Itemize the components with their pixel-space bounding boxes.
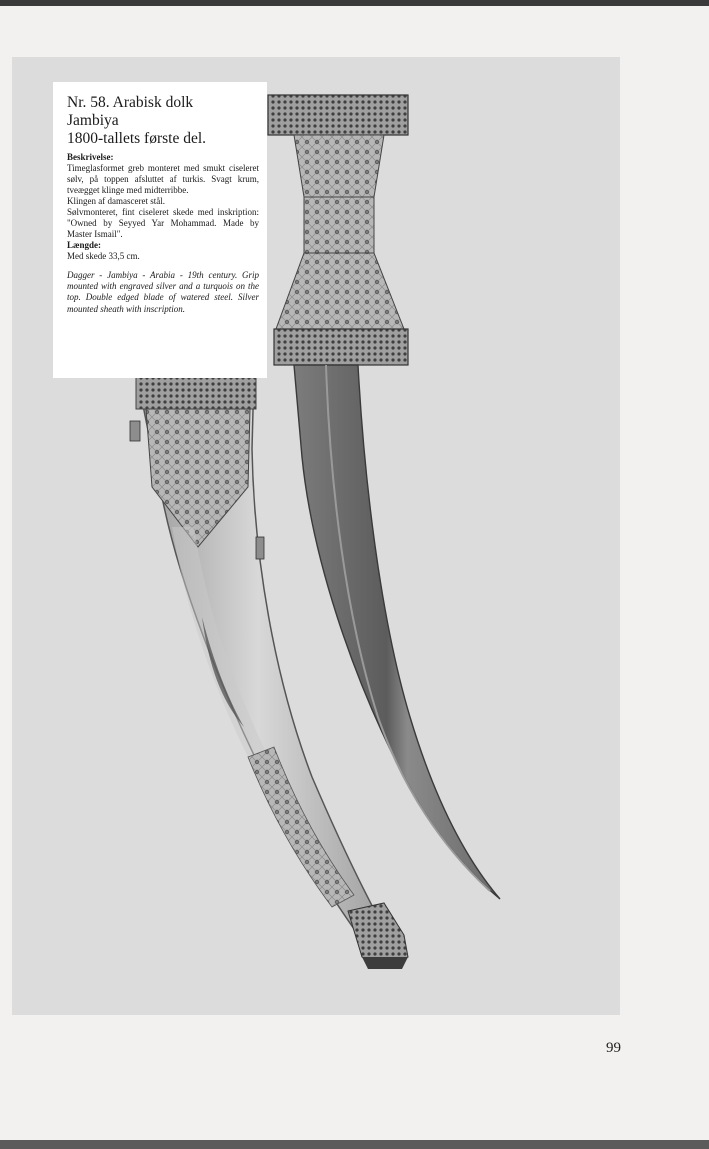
description-label: Beskrivelse: [67,152,114,162]
page-top-edge [0,0,709,6]
page-bottom-edge [0,1140,709,1149]
length-value: Med skede 33,5 cm. [67,251,140,261]
caption-box [53,82,267,378]
description-line-3: Sølvmonteret, fint ciseleret skede med inskription: "Owned by Seyyed Yar Mohammad. Made by Master Ismail". [67,207,259,239]
english-caption: Dagger - Jambiya - Arabia - 19th century. Grip mounted with engraved silver and a turquois on the top. Double edged blade of watered steel. Silver mounted sheath with inscription. [67,270,259,314]
length-label: Længde: [67,240,102,250]
caption-title [67,94,259,148]
caption-title-line-3: 1800-tallets første del. [67,130,207,147]
description-line-1: Timeglasformet greb monteret med smukt ciseleret sølv, på toppen afsluttet af turkis. Svagt krum, tveægget klinge med midterribbe. [67,163,259,195]
page-number: 99 [606,1040,621,1056]
dagger-hilt [268,95,408,365]
description-line-2: Klingen af damasceret stål. [67,196,165,206]
caption-title-line-1: Nr. 58. Arabisk dolk [67,94,194,111]
caption-title-line-2: Jambiya [67,112,119,129]
